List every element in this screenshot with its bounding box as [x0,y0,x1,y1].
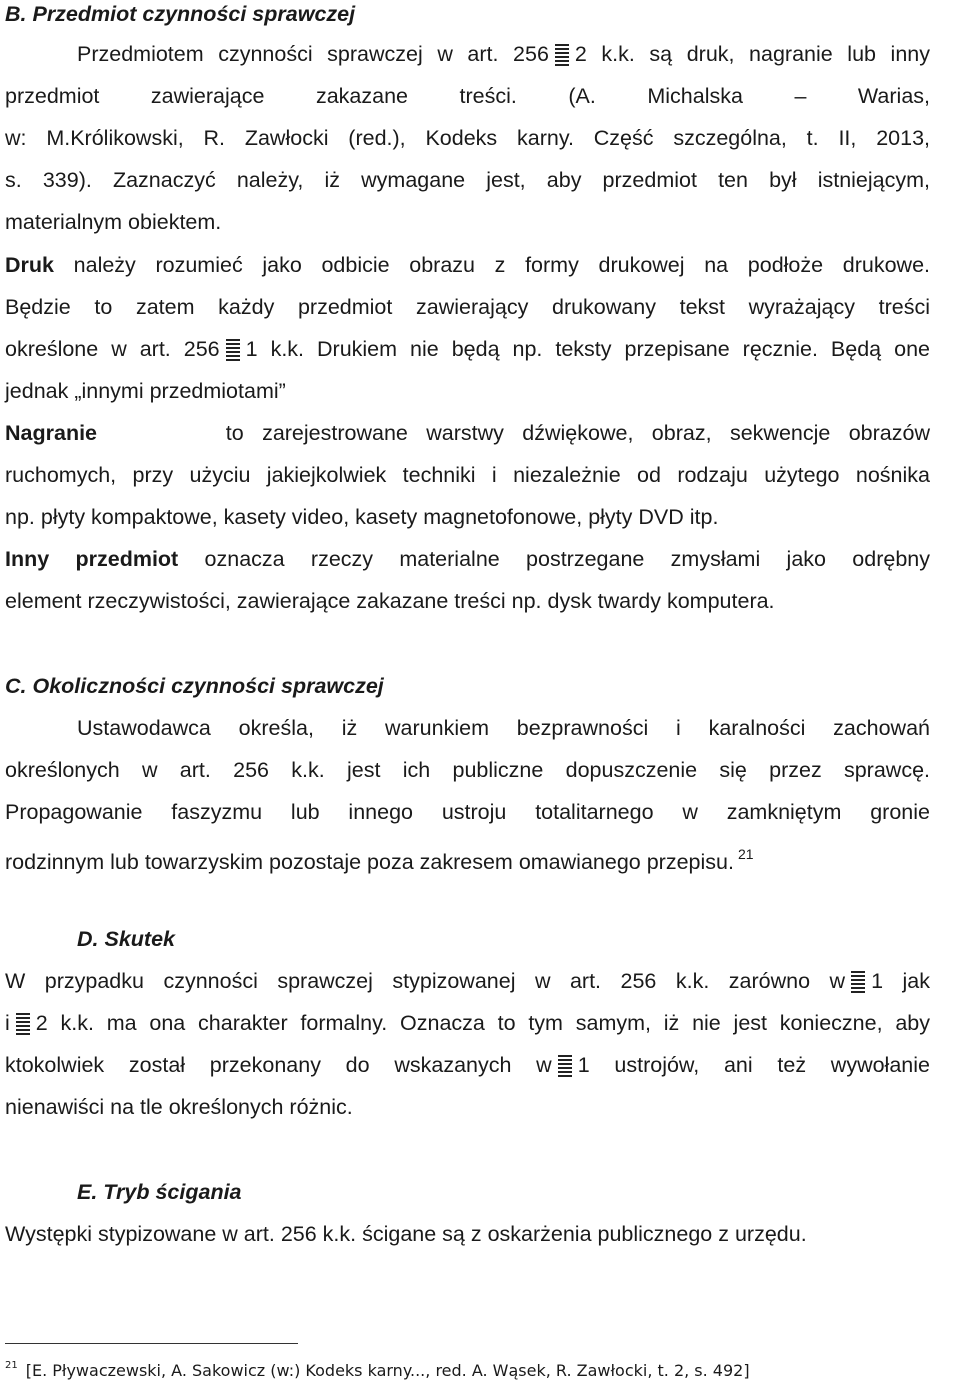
footnote-text: [E. Pływaczewski, A. Sakowicz (w:) Kodeks karny..., red. A. Wąsek, R. Zawłocki, t. 2, s. 492] [25,1361,750,1380]
paragraph-sign-icon [556,1055,574,1079]
footnote [5,1356,750,1381]
text-run: 2 k.k. są druk, nagranie lub inny [574,42,930,66]
text-run: W przypadku czynności sprawczej stypizowanej w art. 256 k.k. zarówno w [5,969,846,993]
text-run: oznacza rzeczy materialne postrzegane zmysłami jako odrębny [204,547,930,571]
paragraph-sign-icon [14,1013,32,1037]
text-run: to zarejestrowane warstwy dźwiękowe, obraz, sekwencje obrazów [225,421,930,445]
paragraph-line: Ustawodawca określa, iż warunkiem bezprawności i karalności zachowań [77,716,930,740]
paragraph-sign-icon [224,339,242,363]
text-run: i [5,1011,10,1035]
footnote-separator [5,1343,298,1344]
text-run: 1 jak [871,969,930,993]
text-run: 1 ustrojów, ani też wywołanie [577,1053,930,1077]
text-run: 2 k.k. ma ona charakter formalny. Oznacza to tym samym, iż nie jest konieczne, aby [35,1011,930,1035]
paragraph-line [5,337,930,363]
term-druk: Druk [5,253,54,277]
paragraph-line [5,1053,930,1079]
paragraph-sign-icon [849,971,867,995]
paragraph-line [5,253,930,277]
section-e-heading: E. Tryb ścigania [77,1180,242,1204]
paragraph-line: s. 339). Zaznaczyć należy, iż wymagane jest, aby przedmiot ten był istniejącym, [5,168,930,192]
section-c-heading: C. Okoliczności czynności sprawczej [5,674,384,698]
paragraph-line [5,421,930,445]
paragraph-line [5,842,930,874]
paragraph-line: nienawiści na tle określonych różnic. [5,1095,353,1119]
paragraph-line: w: M.Królikowski, R. Zawłocki (red.), Kodeks karny. Część szczególna, t. II, 2013, [5,126,930,150]
paragraph-line: Będzie to zatem każdy przedmiot zawierający drukowany tekst wyrażający treści [5,295,930,319]
section-d-heading: D. Skutek [77,927,175,951]
paragraph-line: materialnym obiektem. [5,210,222,234]
text-run: ktokolwiek został przekonany do wskazanych w [5,1053,552,1077]
paragraph-line [5,969,930,995]
paragraph-line: np. płyty kompaktowe, kasety video, kasety magnetofonowe, płyty DVD itp. [5,505,719,529]
paragraph-line: jednak „innymi przedmiotami” [5,379,286,403]
text-run: określone w art. 256 [5,337,220,361]
footnote-number: 21 [5,1360,18,1371]
paragraph-line: przedmiot zawierające zakazane treści. (A. Michalska – Warias, [5,84,930,108]
footnote-reference[interactable]: 21 [737,846,754,862]
text-run: rodzinnym lub towarzyskim pozostaje poza zakresem omawianego przepisu. [5,850,734,874]
text-run: Przedmiotem czynności sprawczej w art. 256 [77,42,549,66]
term-inny-przedmiot: Inny przedmiot [5,547,179,571]
paragraph-line [77,42,930,68]
paragraph-line: określonych w art. 256 k.k. jest ich publiczne dopuszczenie się przez sprawcę. [5,758,930,782]
text-run: należy rozumieć jako odbicie obrazu z formy drukowej na podłoże drukowe. [73,253,930,277]
paragraph-line [5,1011,930,1037]
term-nagranie: Nagranie [5,421,98,445]
paragraph-line: ruchomych, przy użyciu jakiejkolwiek techniki i niezależnie od rodzaju użytego nośnika [5,463,930,487]
paragraph-line [5,547,930,571]
paragraph-line: Występki stypizowane w art. 256 k.k. ścigane są z oskarżenia publicznego z urzędu. [5,1222,807,1246]
paragraph-line: Propagowanie faszyzmu lub innego ustroju totalitarnego w zamkniętym gronie [5,800,930,824]
paragraph-line: element rzeczywistości, zawierające zakazane treści np. dysk twardy komputera. [5,589,775,613]
paragraph-sign-icon [553,44,571,68]
section-b-heading: B. Przedmiot czynności sprawczej [5,2,356,26]
text-run: 1 k.k. Drukiem nie będą np. teksty przepisane ręcznie. Będą one [245,337,930,361]
